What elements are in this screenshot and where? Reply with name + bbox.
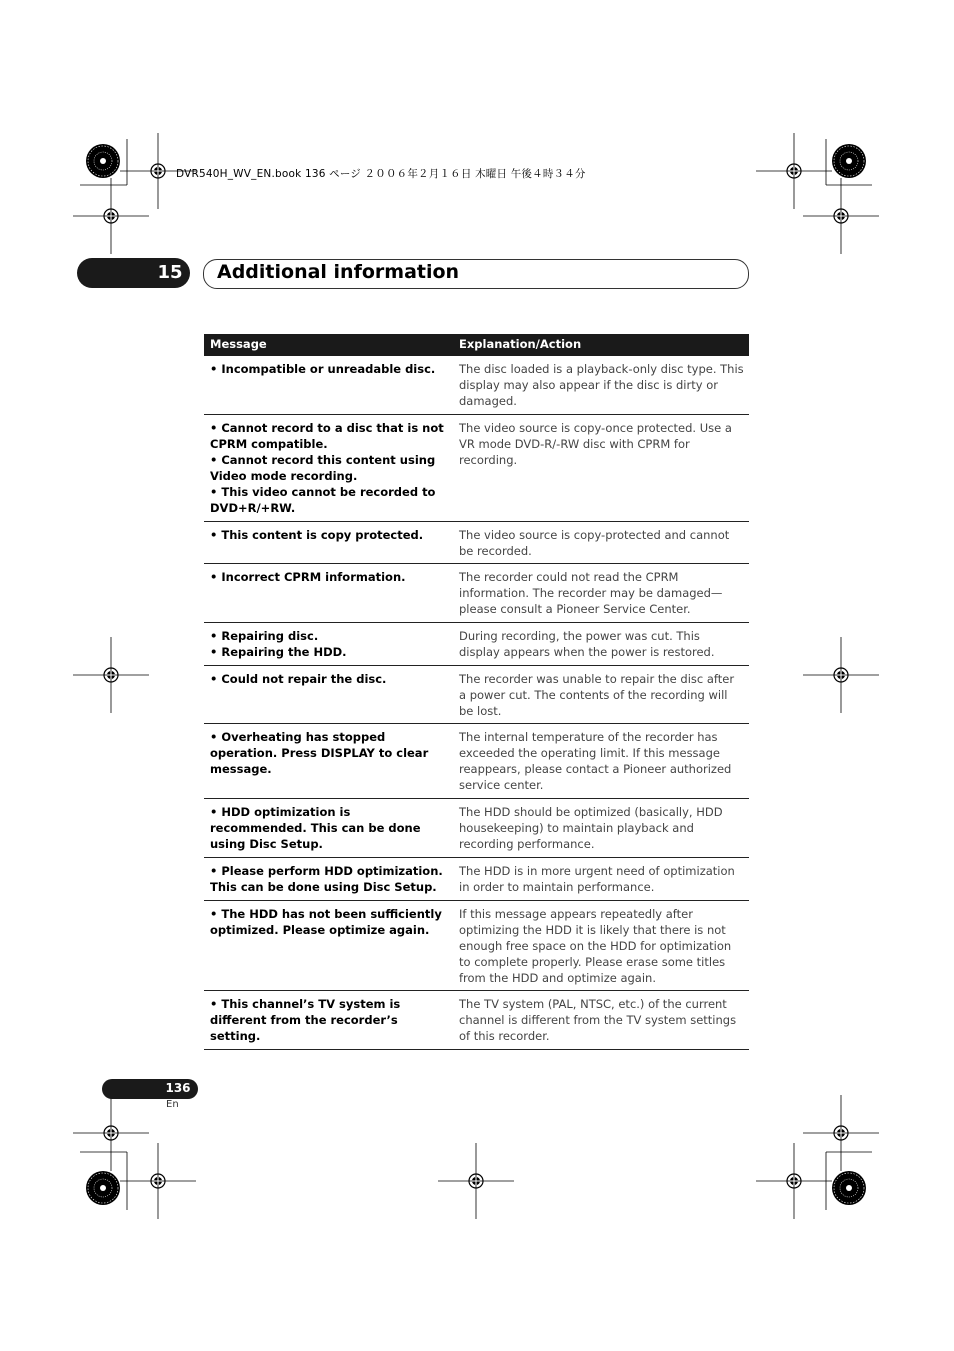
message-cell: • HDD optimization is recommended. This can be done using Disc Setup. xyxy=(210,805,421,851)
table-row xyxy=(204,724,749,799)
message-cell: • This content is copy protected. xyxy=(210,528,424,542)
message-cell: • Could not repair the disc. xyxy=(210,672,387,686)
column-header-explanation: Explanation/Action xyxy=(459,337,582,351)
explanation-cell: The HDD should be optimized (basically, HDD housekeeping) to maintain playback and recording performance. xyxy=(459,805,723,851)
registration-mark-icon xyxy=(803,1095,879,1171)
message-cell: • Incorrect CPRM information. xyxy=(210,570,406,584)
table-row xyxy=(204,799,749,858)
registration-mark-icon xyxy=(756,133,832,209)
explanation-cell: The HDD is in more urgent need of optimization in order to maintain performance. xyxy=(459,864,735,894)
message-cell: • Repairing disc. • Repairing the HDD. xyxy=(210,629,347,659)
table-row xyxy=(204,858,749,901)
message-table xyxy=(204,334,749,1050)
registration-mark-icon xyxy=(73,1095,149,1171)
table-row xyxy=(204,415,749,522)
explanation-cell: The TV system (PAL, NTSC, etc.) of the current channel is different from the TV system settings of this recorder. xyxy=(459,997,737,1043)
registration-mark-icon xyxy=(803,637,879,713)
message-cell: • Overheating has stopped operation. Press DISPLAY to clear message. xyxy=(210,730,429,776)
explanation-cell: The recorder could not read the CPRM information. The recorder may be damaged—please consult a Pioneer Service Center. xyxy=(459,570,723,616)
page-number: 136 xyxy=(165,1081,191,1095)
explanation-cell: The disc loaded is a playback-only disc type. This display may also appear if the disc is dirty or damaged. xyxy=(459,362,744,408)
registration-mark-icon xyxy=(73,178,149,254)
registration-mark-icon xyxy=(803,178,879,254)
explanation-cell: If this message appears repeatedly after optimizing the HDD it is likely that there is not enough free space on the HDD for optimization to complete properly. Please erase some titles from the HDD and optimize again. xyxy=(459,907,732,985)
explanation-cell: The internal temperature of the recorder has exceeded the operating limit. If this message reappears, please contact a Pioneer authorized service center. xyxy=(459,730,732,792)
registration-mark-icon xyxy=(438,1143,514,1219)
table-row xyxy=(204,666,749,724)
table-header xyxy=(204,334,749,356)
explanation-cell: The video source is copy-protected and cannot be recorded. xyxy=(459,528,730,558)
explanation-cell: The recorder was unable to repair the disc after a power cut. The contents of the recording will be lost. xyxy=(459,672,735,718)
table-row xyxy=(204,901,749,991)
registration-mark-icon xyxy=(73,637,149,713)
star-target-icon xyxy=(832,1171,866,1205)
column-header-message: Message xyxy=(210,337,267,351)
table-row xyxy=(204,356,749,415)
chapter-number: 15 xyxy=(157,262,183,283)
message-cell: • This channel’s TV system is different from the recorder’s setting. xyxy=(210,997,401,1043)
message-cell: • Incompatible or unreadable disc. xyxy=(210,362,436,376)
table-row xyxy=(204,522,749,564)
star-target-icon xyxy=(86,1171,120,1205)
page-language: En xyxy=(166,1099,179,1110)
registration-mark-icon xyxy=(756,1143,832,1219)
registration-mark-icon xyxy=(120,1143,196,1219)
message-cell: • The HDD has not been sufficiently optimized. Please optimize again. xyxy=(210,907,442,937)
table-row xyxy=(204,991,749,1050)
table-row xyxy=(204,623,749,666)
explanation-cell: During recording, the power was cut. This display appears when the power is restored. xyxy=(459,629,715,659)
book-info-line: DVR540H_WV_EN.book 136 ページ ２００６年２月１６日 木曜日 午後４時３４分 xyxy=(176,168,586,180)
star-target-icon xyxy=(832,144,866,178)
star-target-icon xyxy=(86,144,120,178)
message-cell: • Please perform HDD optimization. This can be done using Disc Setup. xyxy=(210,864,443,894)
chapter-title: Additional information xyxy=(217,261,460,283)
message-cell: • Cannot record to a disc that is not CPRM compatible. • Cannot record this content using Video mode recording. • This video cannot be recorded to DVD+R/+RW. xyxy=(210,421,444,515)
table-body xyxy=(204,356,749,1050)
explanation-cell: The video source is copy-once protected. Use a VR mode DVD-R/-RW disc with CPRM for recording. xyxy=(459,421,732,467)
table-row xyxy=(204,564,749,623)
